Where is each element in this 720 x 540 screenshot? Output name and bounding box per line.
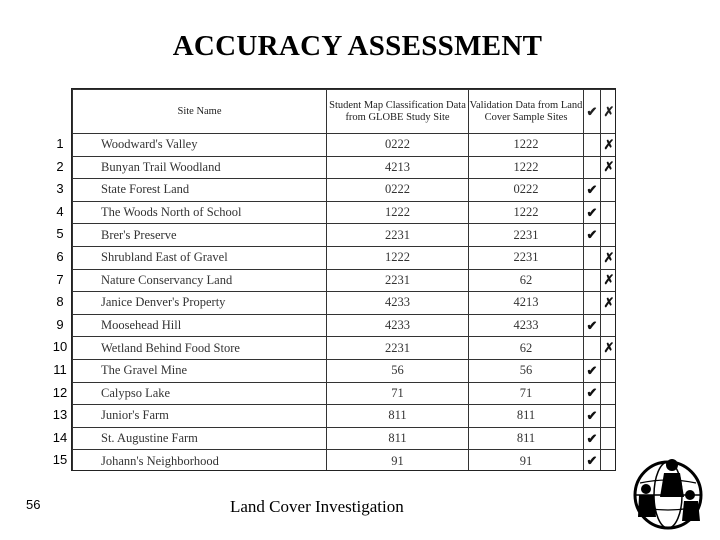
site-name-cell: Woodward's Valley bbox=[73, 134, 327, 157]
student-map-cell: 2231 bbox=[327, 337, 469, 360]
table-row bbox=[73, 134, 617, 157]
student-map-cell: 56 bbox=[327, 359, 469, 382]
correct-mark-cell: ✔ bbox=[584, 314, 601, 337]
validation-cell: 71 bbox=[469, 382, 584, 405]
correct-mark-cell bbox=[584, 246, 601, 269]
accuracy-table bbox=[72, 89, 616, 471]
table-row bbox=[73, 359, 617, 382]
student-map-cell: 71 bbox=[327, 382, 469, 405]
incorrect-mark-cell: ✗ bbox=[601, 269, 617, 292]
header-correct-icon: ✔ bbox=[584, 90, 601, 134]
row-number: 11 bbox=[53, 361, 67, 377]
incorrect-mark-cell bbox=[601, 427, 617, 450]
correct-mark-cell: ✔ bbox=[584, 201, 601, 224]
site-name-cell: Junior's Farm bbox=[73, 405, 327, 428]
table-header-row bbox=[73, 90, 617, 134]
incorrect-mark-cell bbox=[601, 405, 617, 428]
correct-mark-cell bbox=[584, 134, 601, 157]
row-number: 13 bbox=[52, 407, 68, 423]
table-row bbox=[73, 427, 617, 450]
validation-cell: 2231 bbox=[469, 224, 584, 247]
row-number: 10 bbox=[52, 339, 68, 355]
student-map-cell: 1222 bbox=[327, 246, 469, 269]
table-row bbox=[73, 269, 617, 292]
site-name-cell: Calypso Lake bbox=[73, 382, 327, 405]
table-row bbox=[73, 156, 617, 179]
header-incorrect-icon: ✗ bbox=[601, 90, 617, 134]
site-name-cell: Johann's Neighborhood bbox=[73, 450, 327, 471]
header-student-map: Student Map Classification Data from GLOBE Study Site bbox=[327, 90, 469, 134]
header-site-name: Site Name bbox=[73, 90, 327, 134]
incorrect-mark-cell bbox=[601, 179, 617, 202]
validation-cell: 1222 bbox=[469, 201, 584, 224]
site-name-cell: Bunyan Trail Woodland bbox=[73, 156, 327, 179]
table-body bbox=[73, 134, 617, 472]
correct-mark-cell: ✔ bbox=[584, 427, 601, 450]
accuracy-table-container bbox=[71, 88, 616, 471]
site-name-cell: Janice Denver's Property bbox=[73, 292, 327, 315]
row-number: 7 bbox=[56, 271, 64, 287]
page-title: ACCURACY ASSESSMENT bbox=[172, 30, 543, 62]
incorrect-mark-cell bbox=[601, 314, 617, 337]
student-map-cell: 2231 bbox=[327, 269, 469, 292]
incorrect-mark-cell bbox=[601, 450, 617, 471]
footer-title: Land Cover Investigation bbox=[230, 497, 404, 516]
incorrect-mark-cell bbox=[601, 359, 617, 382]
table-row bbox=[73, 246, 617, 269]
table-row bbox=[73, 382, 617, 405]
globe-program-logo-icon bbox=[630, 455, 706, 531]
correct-mark-cell: ✔ bbox=[584, 224, 601, 247]
incorrect-mark-cell: ✗ bbox=[601, 156, 617, 179]
row-number: 5 bbox=[56, 226, 64, 242]
row-number: 2 bbox=[56, 158, 64, 174]
incorrect-mark-cell bbox=[601, 224, 617, 247]
validation-cell: 0222 bbox=[469, 179, 584, 202]
student-map-cell: 0222 bbox=[327, 179, 469, 202]
validation-cell: 1222 bbox=[469, 156, 584, 179]
table-row bbox=[73, 405, 617, 428]
table-row bbox=[73, 179, 617, 202]
correct-mark-cell: ✔ bbox=[584, 359, 601, 382]
validation-cell: 1222 bbox=[469, 134, 584, 157]
header-validation: Validation Data from Land Cover Sample Sites bbox=[469, 90, 584, 134]
correct-mark-cell bbox=[584, 156, 601, 179]
site-name-cell: Wetland Behind Food Store bbox=[73, 337, 327, 360]
table-row bbox=[73, 314, 617, 337]
site-name-cell: St. Augustine Farm bbox=[73, 427, 327, 450]
validation-cell: 4213 bbox=[469, 292, 584, 315]
table-row bbox=[73, 224, 617, 247]
student-map-cell: 91 bbox=[327, 450, 469, 471]
site-name-cell: Brer's Preserve bbox=[73, 224, 327, 247]
incorrect-mark-cell: ✗ bbox=[601, 246, 617, 269]
incorrect-mark-cell: ✗ bbox=[601, 337, 617, 360]
row-number: 4 bbox=[56, 203, 64, 219]
incorrect-mark-cell: ✗ bbox=[601, 292, 617, 315]
site-name-cell: The Woods North of School bbox=[73, 201, 327, 224]
validation-cell: 62 bbox=[469, 269, 584, 292]
student-map-cell: 0222 bbox=[327, 134, 469, 157]
table-row bbox=[73, 450, 617, 471]
student-map-cell: 1222 bbox=[327, 201, 469, 224]
incorrect-mark-cell bbox=[601, 201, 617, 224]
student-map-cell: 811 bbox=[327, 427, 469, 450]
student-map-cell: 4213 bbox=[327, 156, 469, 179]
incorrect-mark-cell: ✗ bbox=[601, 134, 617, 157]
validation-cell: 56 bbox=[469, 359, 584, 382]
row-number: 12 bbox=[52, 384, 68, 400]
correct-mark-cell bbox=[584, 269, 601, 292]
validation-cell: 811 bbox=[469, 405, 584, 428]
site-name-cell: Shrubland East of Gravel bbox=[73, 246, 327, 269]
incorrect-mark-cell bbox=[601, 382, 617, 405]
student-map-cell: 4233 bbox=[327, 292, 469, 315]
row-number: 14 bbox=[52, 429, 68, 445]
student-map-cell: 4233 bbox=[327, 314, 469, 337]
row-number: 1 bbox=[56, 136, 64, 151]
table-row bbox=[73, 337, 617, 360]
row-number: 3 bbox=[56, 181, 64, 197]
correct-mark-cell: ✔ bbox=[584, 382, 601, 405]
correct-mark-cell bbox=[584, 292, 601, 315]
table-row bbox=[73, 201, 617, 224]
site-name-cell: Moosehead Hill bbox=[73, 314, 327, 337]
row-number-column bbox=[50, 133, 70, 472]
page-number: 56 bbox=[26, 497, 41, 512]
site-name-cell: Nature Conservancy Land bbox=[73, 269, 327, 292]
student-map-cell: 2231 bbox=[327, 224, 469, 247]
table-row bbox=[73, 292, 617, 315]
site-name-cell: State Forest Land bbox=[73, 179, 327, 202]
row-number: 15 bbox=[52, 452, 68, 468]
validation-cell: 2231 bbox=[469, 246, 584, 269]
validation-cell: 62 bbox=[469, 337, 584, 360]
validation-cell: 811 bbox=[469, 427, 584, 450]
correct-mark-cell: ✔ bbox=[584, 450, 601, 471]
validation-cell: 4233 bbox=[469, 314, 584, 337]
row-number: 6 bbox=[56, 248, 64, 264]
correct-mark-cell: ✔ bbox=[584, 179, 601, 202]
row-number: 9 bbox=[56, 316, 64, 332]
student-map-cell: 811 bbox=[327, 405, 469, 428]
correct-mark-cell: ✔ bbox=[584, 405, 601, 428]
row-number: 8 bbox=[56, 294, 64, 310]
site-name-cell: The Gravel Mine bbox=[73, 359, 327, 382]
correct-mark-cell bbox=[584, 337, 601, 360]
validation-cell: 91 bbox=[469, 450, 584, 471]
